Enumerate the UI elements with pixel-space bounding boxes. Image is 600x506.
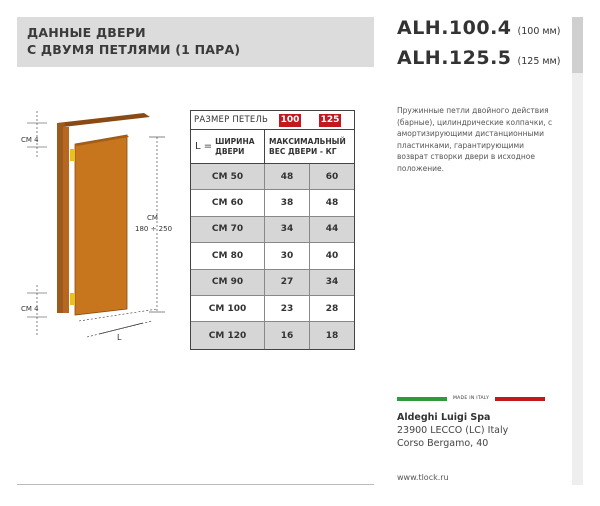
panel-title [17,17,374,67]
weight-125-cell: 34 [325,277,339,288]
table-row [191,217,354,243]
weight-100-cell: 30 [265,243,310,268]
height-unit-label: CM [147,214,158,222]
door-diagram [17,97,187,357]
table-row [191,322,354,348]
top-hinge-icon [70,149,75,161]
weight-100-cell: 38 [265,190,310,215]
weight-100-cell: 27 [265,270,310,295]
weight-125-cell: 18 [325,330,339,341]
company-name: Aldeghi Luigi Spa [397,412,491,423]
door-width-cell: CM 100 [191,296,265,321]
weight-100-cell: 48 [265,164,310,189]
door-width-cell: CM 50 [191,164,265,189]
table-header [191,130,354,164]
door-width-cell: CM 70 [191,217,265,242]
flag-red-bar [495,397,545,401]
door-width-cell: CM 80 [191,243,265,268]
max-weight-header: МАКСИМАЛЬНЫЙ ВЕС ДВЕРИ - КГ [269,136,346,156]
side-strip [572,17,583,485]
table-row [191,243,354,269]
bottom-hinge-icon [70,293,75,305]
table-row [191,296,354,322]
weight-100-cell: 23 [265,296,310,321]
company-info [397,411,508,450]
weight-100-cell: 16 [265,322,310,348]
title-line-1: ДАННЫЕ ДВЕРИ [27,25,146,40]
door-width-header: L = ШИРИНА ДВЕРИ [191,130,265,163]
model-code-1: ALH.100.4 [397,17,512,39]
door-width-cell: CM 60 [191,190,265,215]
bottom-hinge-offset-label: CM 4 [21,305,39,313]
hinge-size-row [191,111,354,130]
product-description: Пружинные петли двойного действия (барные), цилиндрические колпачки, с амортизирующими дистанционными пластинками, гарантирующими возврат створки двери в исходное положение. [397,106,553,173]
weight-125-cell: 60 [325,171,339,182]
door-width-cell: CM 120 [191,322,265,348]
made-in-label: MADE IN ITALY [453,396,490,401]
weight-100-cell: 34 [265,217,310,242]
flag-green-bar [397,397,447,401]
model-code-2: ALH.125.5 [397,47,512,69]
door-width-cell: CM 90 [191,270,265,295]
model-line-1 [397,17,567,47]
width-label: L [117,333,122,342]
weight-125-cell: 48 [325,198,339,209]
made-in-italy-badge [397,396,545,401]
hinge-size-100: 100 [280,115,300,125]
table-row [191,164,354,190]
weight-125-cell: 40 [325,250,339,261]
height-range-label: 180 ÷ 250 [135,225,173,233]
company-address-2: Corso Bergamo, 40 [397,438,489,449]
product-info-panel [397,17,567,485]
weight-125-cell: 44 [325,224,339,235]
model-line-2 [397,47,567,77]
top-hinge-offset-label: CM 4 [21,136,39,144]
company-address-1: 23900 LECCO (LC) Italy [397,425,509,436]
hinge-size-label: РАЗМЕР ПЕТЕЛЬ [194,115,269,125]
table-row [191,190,354,216]
door-data-panel [17,17,374,485]
max-weight-table [190,110,355,350]
door-frame-top [57,113,150,127]
weight-125-cell: 28 [325,303,339,314]
hinge-size-125: 125 [320,115,340,125]
title-line-2: С ДВУМЯ ПЕТЛЯМИ (1 ПАРА) [27,42,241,57]
side-tab [572,17,583,73]
model-size-2: (125 мм) [517,56,561,67]
model-size-1: (100 мм) [517,26,561,37]
door-leaf [75,135,127,315]
table-row [191,270,354,296]
website-link[interactable]: www.tlock.ru [397,473,449,482]
